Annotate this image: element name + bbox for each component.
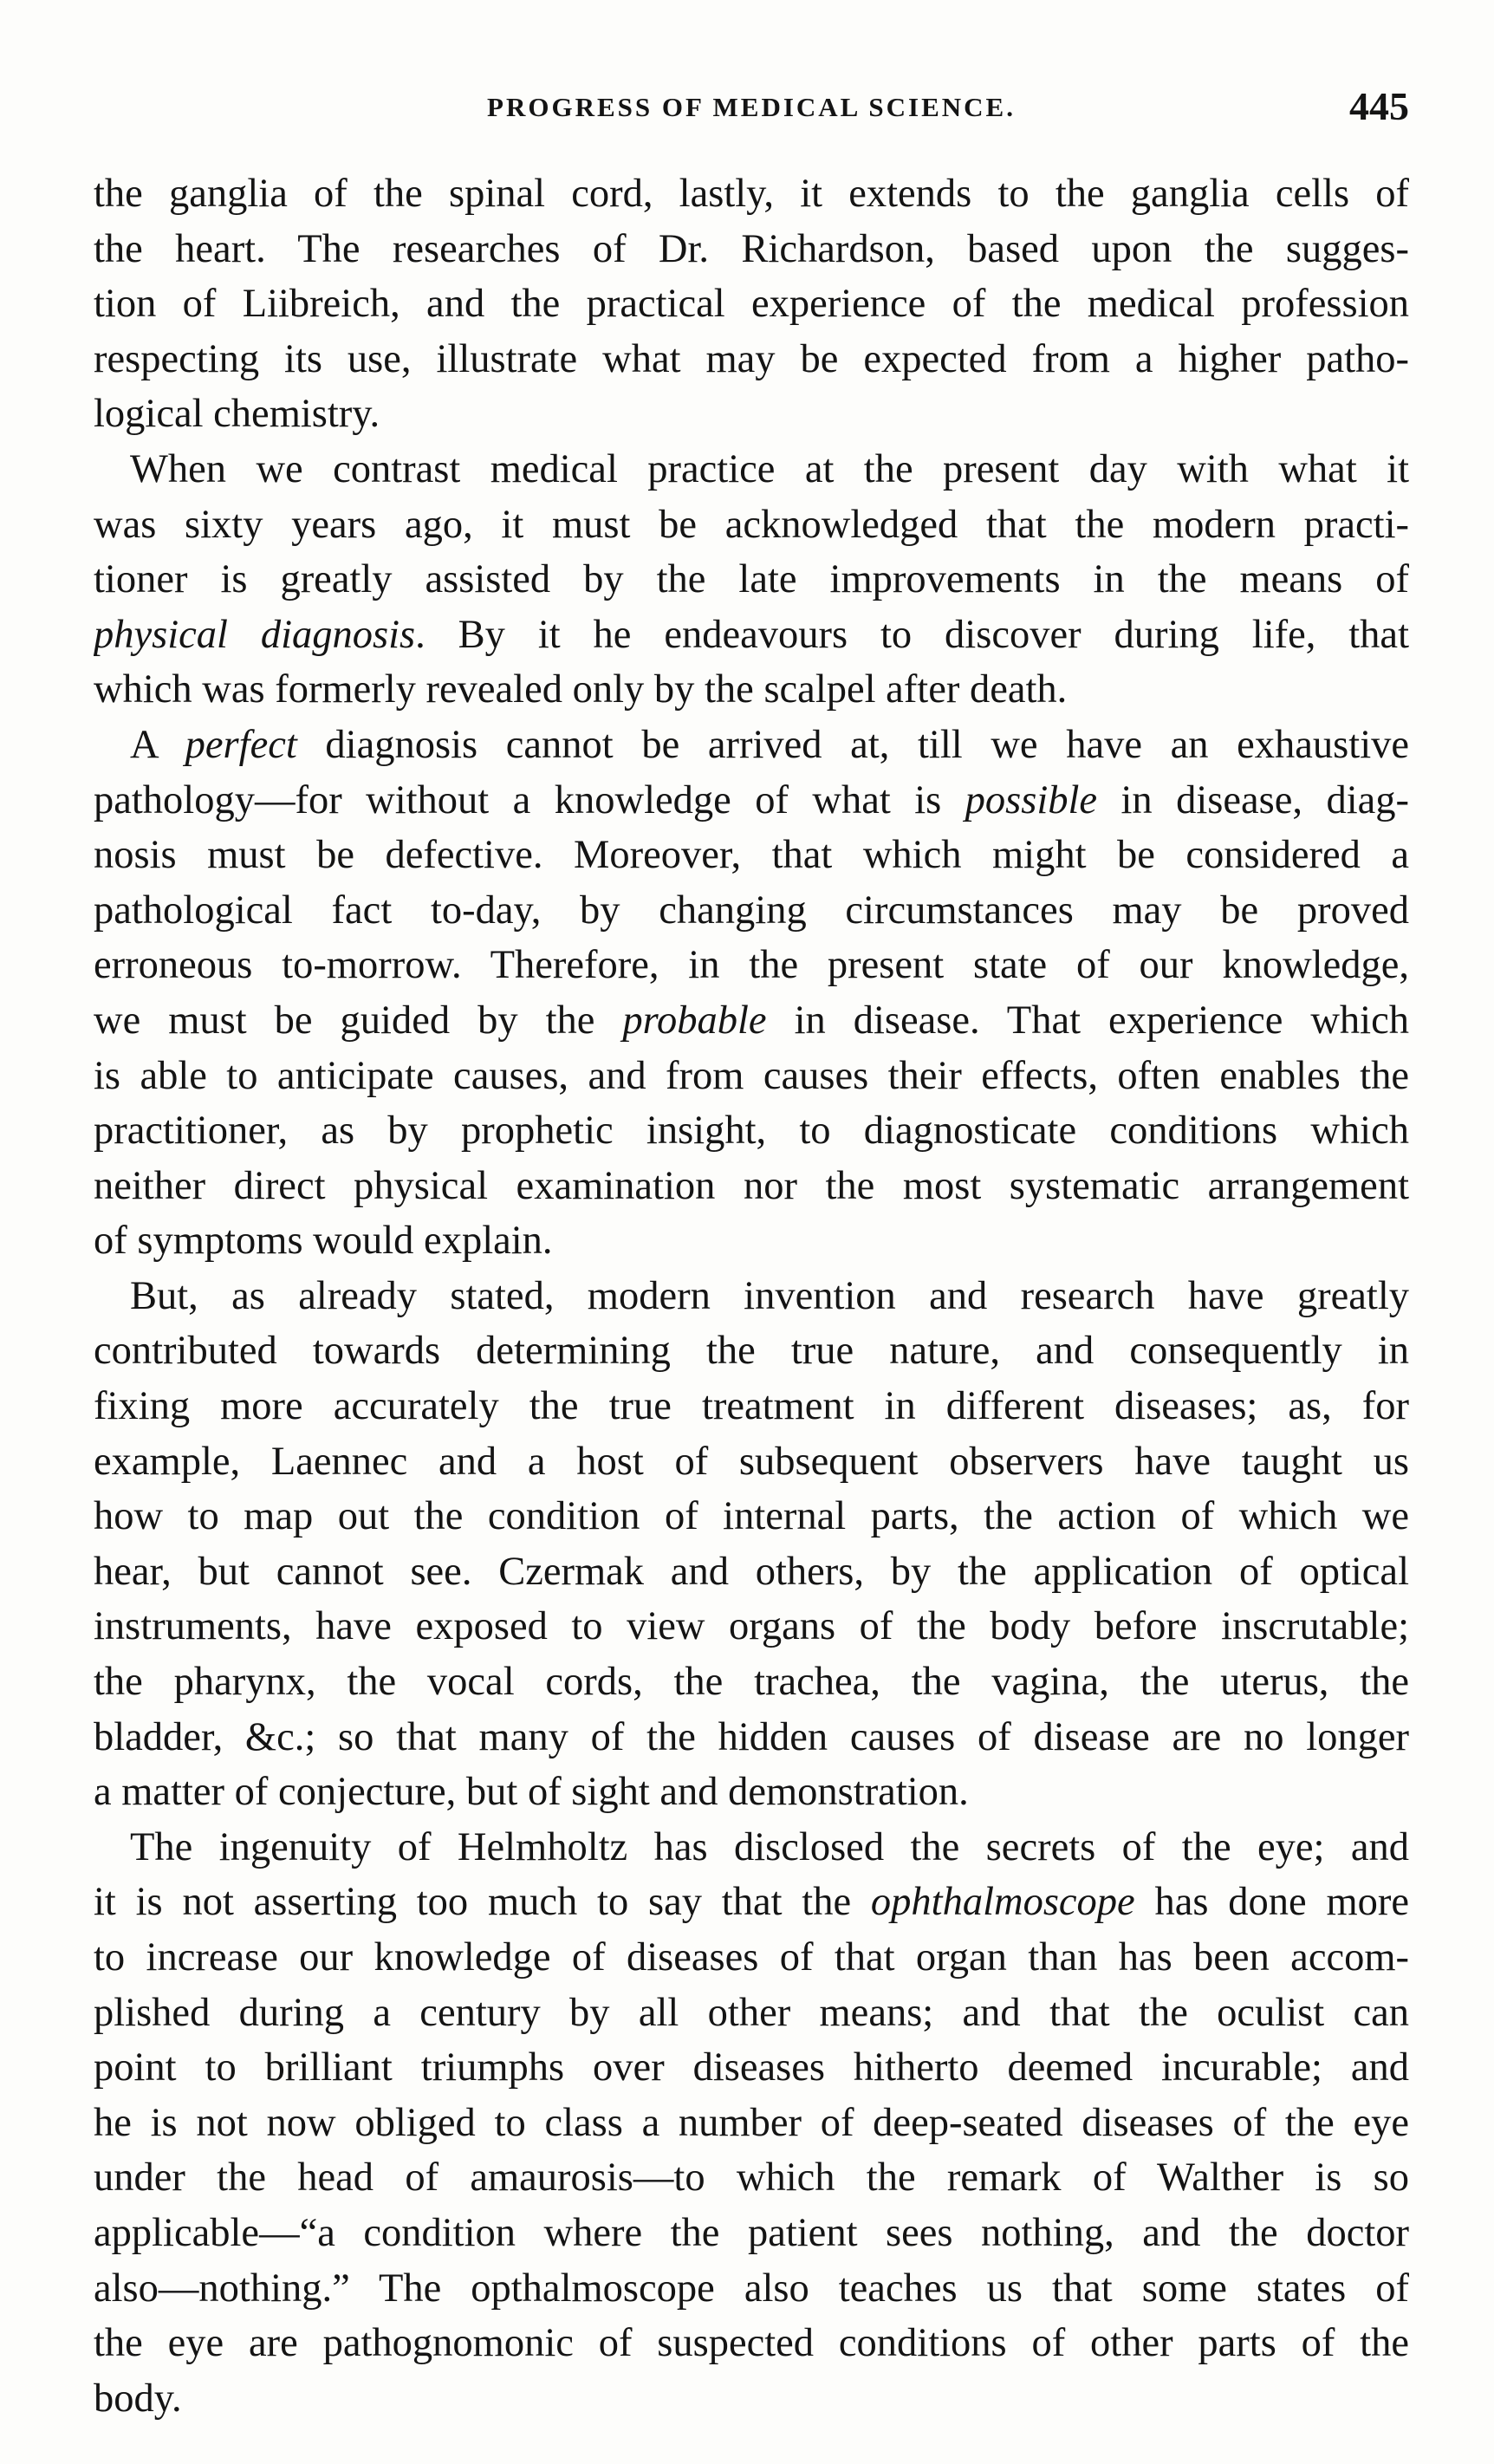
text-segment: to increase our knowledge of diseases of that organ than has been accom- [94,1935,1409,1980]
text-segment: example, Laennec and a host of subsequent observers have taught us [94,1439,1409,1484]
text-segment: body. [94,2376,182,2421]
text-line [94,1159,1409,1214]
text-line [94,1710,1409,1765]
text-line [94,1986,1409,2041]
text-line [94,166,1409,222]
text-segment: . By it he endeavours to discover during life, that [415,612,1409,657]
text-line [94,1269,1409,1324]
paragraph [94,166,1409,442]
text-segment: But, as already stated, modern invention and research have greatly [130,1273,1409,1318]
text-line [94,1765,1409,1820]
italic-text: possible [965,777,1098,822]
text-line [94,2261,1409,2317]
text-segment: the pharynx, the vocal cords, the trachea, the vagina, the uterus, the [94,1660,1409,1705]
text-line [94,1049,1409,1104]
text-segment: pathology—for without a knowledge of what is [94,777,965,822]
text-line [94,2150,1409,2206]
text-line [94,2040,1409,2096]
text-segment: diagnosis cannot be arrived at, till we have an exhaustive [296,722,1409,767]
text-segment: neither direct physical examination nor the most systematic arrangement [94,1163,1409,1208]
text-segment: tion of Liibreich, and the practical experience of the medical profession [94,282,1409,327]
body-text [94,166,1409,2426]
text-line [94,1544,1409,1600]
text-segment: tioner is greatly assisted by the late improvements in the means of [94,557,1409,602]
text-segment: a matter of conjecture, but of sight and demonstration. [94,1770,969,1815]
text-line [94,1434,1409,1490]
text-line [94,387,1409,442]
text-segment: also—nothing.” The opthalmoscope also teaches us that some states of [94,2266,1409,2311]
text-line [94,222,1409,277]
text-line [94,1379,1409,1434]
text-line [94,1599,1409,1655]
text-line [94,773,1409,829]
text-line [94,662,1409,718]
text-line [94,1820,1409,1876]
text-segment: practitioner, as by prophetic insight, to diagnosticate conditions which [94,1108,1409,1154]
text-line [94,1103,1409,1159]
page-number: 445 [1349,84,1409,128]
text-line [94,1875,1409,1930]
text-segment: the eye are pathognomonic of suspected conditions of other parts of the [94,2321,1409,2366]
text-segment: has done more [1134,1880,1409,1925]
paragraph [94,718,1409,1269]
text-line [94,2096,1409,2151]
text-line [94,828,1409,883]
text-line [94,276,1409,332]
text-line [94,718,1409,773]
running-title: PROGRESS OF MEDICAL SCIENCE. [487,92,1016,122]
text-segment: the ganglia of the spinal cord, lastly, it extends to the ganglia cells of [94,172,1409,216]
text-segment: respecting its use, illustrate what may be expected from a higher patho- [94,336,1409,381]
text-segment: under the head of amaurosis—to which the remark of Walther is so [94,2155,1409,2201]
text-line [94,2206,1409,2261]
text-line [94,608,1409,663]
text-segment: hear, but cannot see. Czermak and others, by the application of optical [94,1549,1409,1594]
text-segment: When we contrast medical practice at the present day with what it [130,446,1409,491]
text-segment: instruments, have exposed to view organs of the body before inscrutable; [94,1604,1409,1649]
text-line [94,1930,1409,1986]
text-segment: how to map out the condition of internal parts, the action of which we [94,1494,1409,1539]
text-segment: which was formerly revealed only by the scalpel after death. [94,667,1068,712]
text-line [94,938,1409,993]
text-line [94,497,1409,553]
text-segment: in disease. That experience which [766,998,1409,1043]
text-segment: is able to anticipate causes, and from causes their effects, often enables the [94,1053,1409,1098]
text-segment: point to brilliant triumphs over diseases hitherto deemed incurable; and [94,2045,1409,2090]
text-line [94,442,1409,497]
paragraph [94,1269,1409,1820]
text-segment: we must be guided by the [94,998,623,1043]
text-segment: pathological fact to-day, by changing circumstances may be proved [94,887,1409,933]
text-line [94,1655,1409,1710]
text-line [94,2316,1409,2371]
text-segment: it is not asserting too much to say that the [94,1880,871,1925]
text-line [94,1489,1409,1544]
text-segment: plished during a century by all other means; and that the oculist can [94,1990,1409,2035]
text-segment: The ingenuity of Helmholtz has disclosed the secrets of the eye; and [130,1824,1409,1869]
text-line [94,1213,1409,1269]
text-segment: A [130,722,185,767]
italic-text: perfect [185,722,297,767]
text-segment: bladder, &c.; so that many of the hidden causes of disease are no longer [94,1714,1409,1759]
paragraph [94,1820,1409,2427]
text-line [94,332,1409,387]
text-line [94,552,1409,608]
text-line [94,1323,1409,1379]
text-segment: fixing more accurately the true treatment in different diseases; as, for [94,1384,1409,1429]
text-segment: he is not now obliged to class a number of deep-seated diseases of the eye [94,2100,1409,2145]
italic-text: physical diagnosis [94,612,416,657]
paragraph [94,442,1409,718]
running-head [94,83,1409,135]
text-segment: in disease, diag- [1097,777,1409,822]
text-segment: of symptoms would explain. [94,1219,553,1264]
text-line [94,2371,1409,2427]
italic-text: ophthalmoscope [870,1880,1135,1925]
text-segment: logical chemistry. [94,392,380,437]
text-segment: the heart. The researches of Dr. Richardson, based upon the sugges- [94,226,1409,271]
text-segment: applicable—“a condition where the patient sees nothing, and the doctor [94,2210,1409,2255]
text-segment: nosis must be defective. Moreover, that which might be considered a [94,833,1409,878]
text-segment: was sixty years ago, it must be acknowledged that the modern practi- [94,502,1409,547]
text-line [94,883,1409,939]
text-line [94,993,1409,1049]
text-segment: contributed towards determining the true nature, and consequently in [94,1329,1409,1374]
text-segment: erroneous to-morrow. Therefore, in the present state of our knowledge, [94,943,1409,988]
italic-text: probable [622,998,767,1043]
